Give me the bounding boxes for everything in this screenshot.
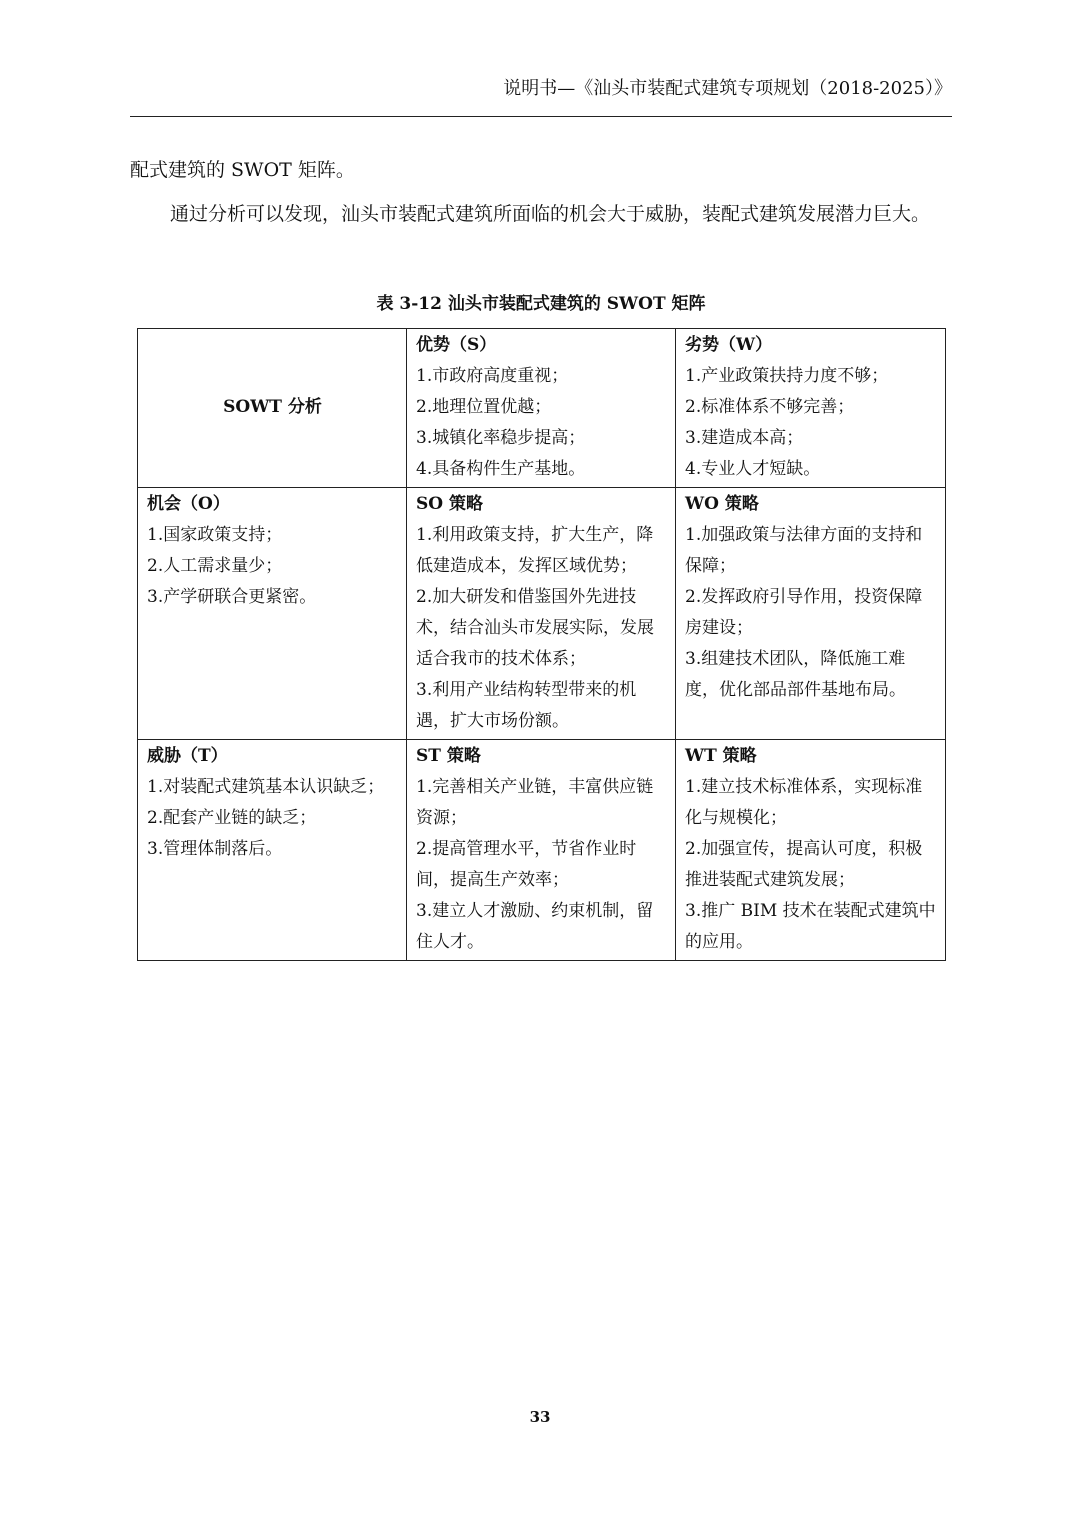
so-strategy-item: 2.加大研发和借鉴国外先进技术，结合汕头市发展实际，发展适合我市的技术体系； [416,587,654,669]
wt-strategy-cell [676,740,946,961]
wo-strategy-item: 1.加强政策与法律方面的支持和保障； [685,525,923,576]
so-strategy-cell [407,488,676,740]
swot-matrix-table [137,328,946,961]
st-strategy-cell [407,740,676,961]
table-caption: 表 3-12 汕头市装配式建筑的 SWOT 矩阵 [376,294,706,314]
page-header: 说明书—《汕头市装配式建筑专项规划（2018-2025）》 [503,78,952,99]
wo-strategy-heading: WO 策略 [685,494,759,514]
table-row [138,740,946,961]
threat-item: 3.管理体制落后。 [147,839,283,859]
opportunity-item: 3.产学研联合更紧密。 [147,587,317,607]
swot-corner-cell: SOWT 分析 [138,329,407,488]
body-paragraph-1: 配式建筑的 SWOT 矩阵。 [130,159,355,181]
st-strategy-item: 1.完善相关产业链，丰富供应链资源； [416,777,654,828]
wt-strategy-item: 3.推广 BIM 技术在装配式建筑中的应用。 [685,901,936,952]
threats-heading: 威胁（T） [147,746,228,766]
weakness-item: 1.产业政策扶持力度不够； [685,366,889,386]
wt-strategy-item: 1.建立技术标准体系，实现标准化与规模化； [685,777,923,828]
opportunities-heading: 机会（O） [147,494,230,514]
so-strategy-heading: SO 策略 [416,494,484,514]
weaknesses-cell [676,329,946,488]
weakness-item: 2.标准体系不够完善； [685,397,855,417]
header-divider [130,116,952,117]
weaknesses-heading: 劣势（W） [685,335,773,355]
wo-strategy-cell [676,488,946,740]
st-strategy-heading: ST 策略 [416,746,481,766]
st-strategy-item: 3.建立人才激励、约束机制，留住人才。 [416,901,654,952]
strengths-cell [407,329,676,488]
strength-item: 3.城镇化率稳步提高； [416,428,586,448]
opportunities-cell [138,488,407,740]
wo-strategy-item: 2.发挥政府引导作用，投资保障房建设； [685,587,923,638]
table-row [138,488,946,740]
wt-strategy-heading: WT 策略 [685,746,757,766]
weakness-item: 3.建造成本高； [685,428,804,448]
st-strategy-item: 2.提高管理水平，节省作业时间，提高生产效率； [416,839,637,890]
strength-item: 1.市政府高度重视； [416,366,569,386]
wo-strategy-item: 3.组建技术团队，降低施工难度，优化部品部件基地布局。 [685,649,906,700]
strengths-heading: 优势（S） [416,335,497,355]
opportunity-item: 1.国家政策支持； [147,525,283,545]
strength-item: 2.地理位置优越； [416,397,552,417]
strength-item: 4.具备构件生产基地。 [416,459,586,479]
wt-strategy-item: 2.加强宣传，提高认可度，积极推进装配式建筑发展； [685,839,923,890]
table-row [138,329,946,488]
threat-item: 1.对装配式建筑基本认识缺乏； [147,777,385,797]
threats-cell [138,740,407,961]
weakness-item: 4.专业人才短缺。 [685,459,821,479]
so-strategy-item: 3.利用产业结构转型带来的机遇，扩大市场份额。 [416,680,637,731]
so-strategy-item: 1.利用政策支持，扩大生产，降低建造成本，发挥区域优势； [416,525,654,576]
threat-item: 2.配套产业链的缺乏； [147,808,317,828]
body-paragraph-2: 通过分析可以发现，汕头市装配式建筑所面临的机会大于威胁，装配式建筑发展潜力巨大。 [170,203,931,225]
opportunity-item: 2.人工需求量少； [147,556,283,576]
page-number: 33 [529,1408,551,1426]
